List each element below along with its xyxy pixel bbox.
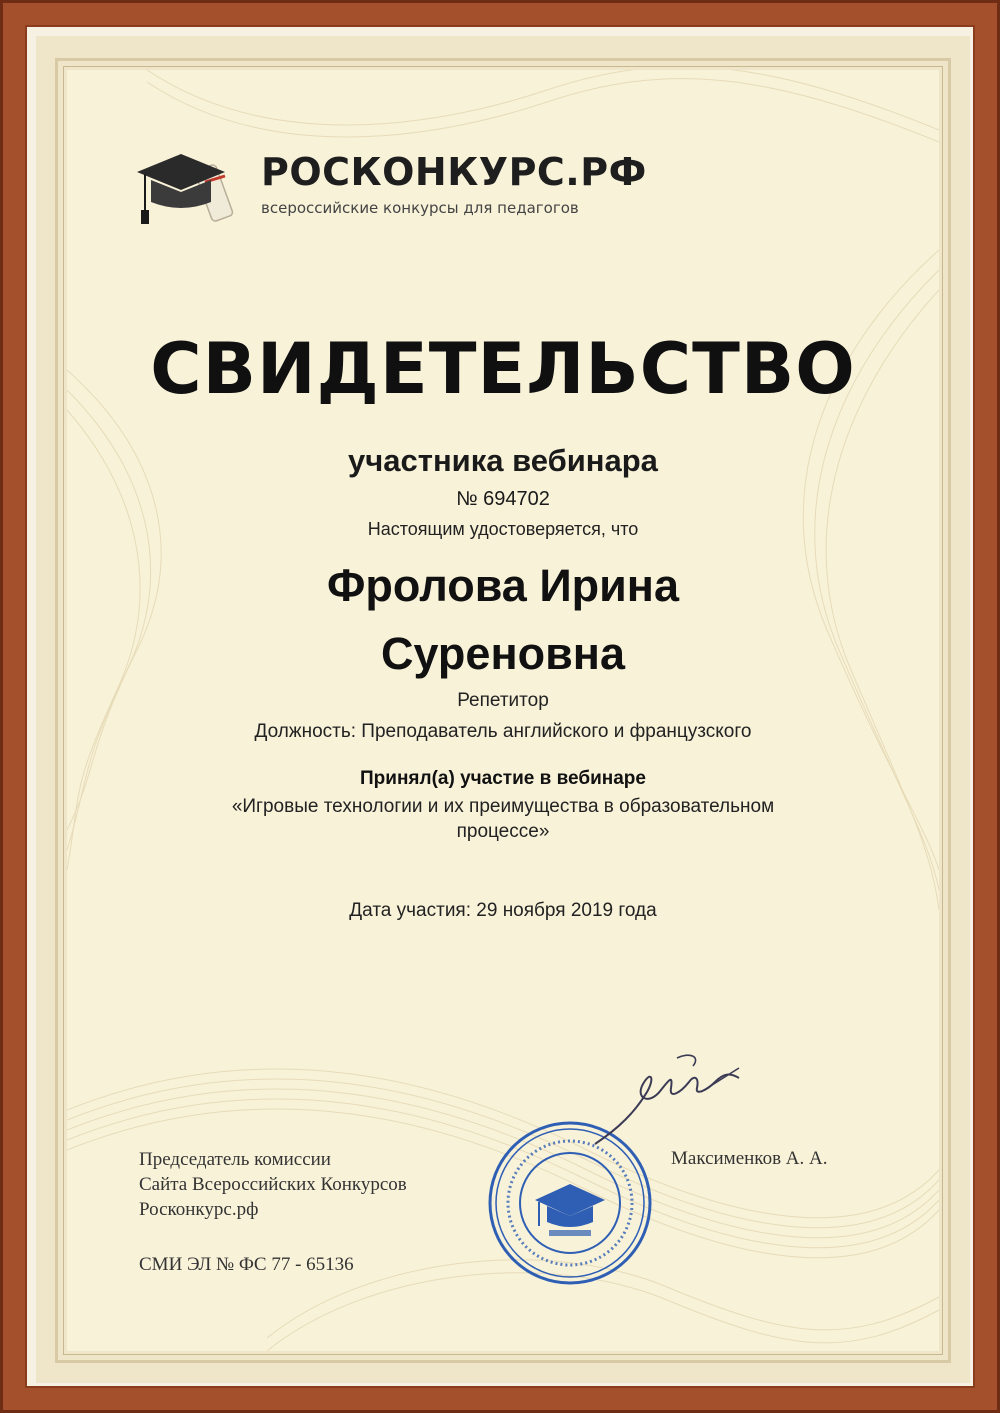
recipient-role: Репетитор [457, 690, 549, 711]
recipient-position: Должность: Преподаватель английского и французского [254, 721, 752, 742]
certificate-content [67, 70, 939, 1351]
brand-tagline: всероссийские конкурсы для педагогов [261, 199, 579, 217]
chair-line: Росконкурс.рф [139, 1199, 259, 1220]
participation-label: Принял(а) участие в вебинаре [360, 768, 646, 789]
chair-block [139, 1147, 407, 1222]
recipient-name-line2: Суреновна [381, 628, 625, 679]
chair-line: Сайта Всероссийских Конкурсов [139, 1174, 407, 1195]
chair-line: Председатель комиссии [139, 1149, 331, 1170]
signature-icon [589, 1048, 769, 1158]
media-registration: СМИ ЭЛ № ФС 77 - 65136 [139, 1254, 354, 1275]
recipient-name-line1: Фролова Ирина [326, 560, 680, 611]
certificate-title: СВИДЕТЕЛЬСТВО [150, 328, 856, 410]
certifies-text: Настоящим удостоверяется, что [367, 519, 639, 539]
signer-name: Максименков А. А. [671, 1148, 828, 1169]
certificate-number: № 694702 [456, 488, 550, 510]
participation-date: Дата участия: 29 ноября 2019 года [349, 900, 657, 921]
brand-name: РОСКОНКУРС.РФ [261, 150, 647, 194]
graduation-cap-icon [137, 150, 255, 232]
certificate-subtitle: участника вебинара [348, 443, 658, 478]
brand-logo[interactable] [137, 150, 697, 230]
webinar-topic: «Игровые технологии и их преимущества в образовательном процессе» [231, 796, 775, 842]
